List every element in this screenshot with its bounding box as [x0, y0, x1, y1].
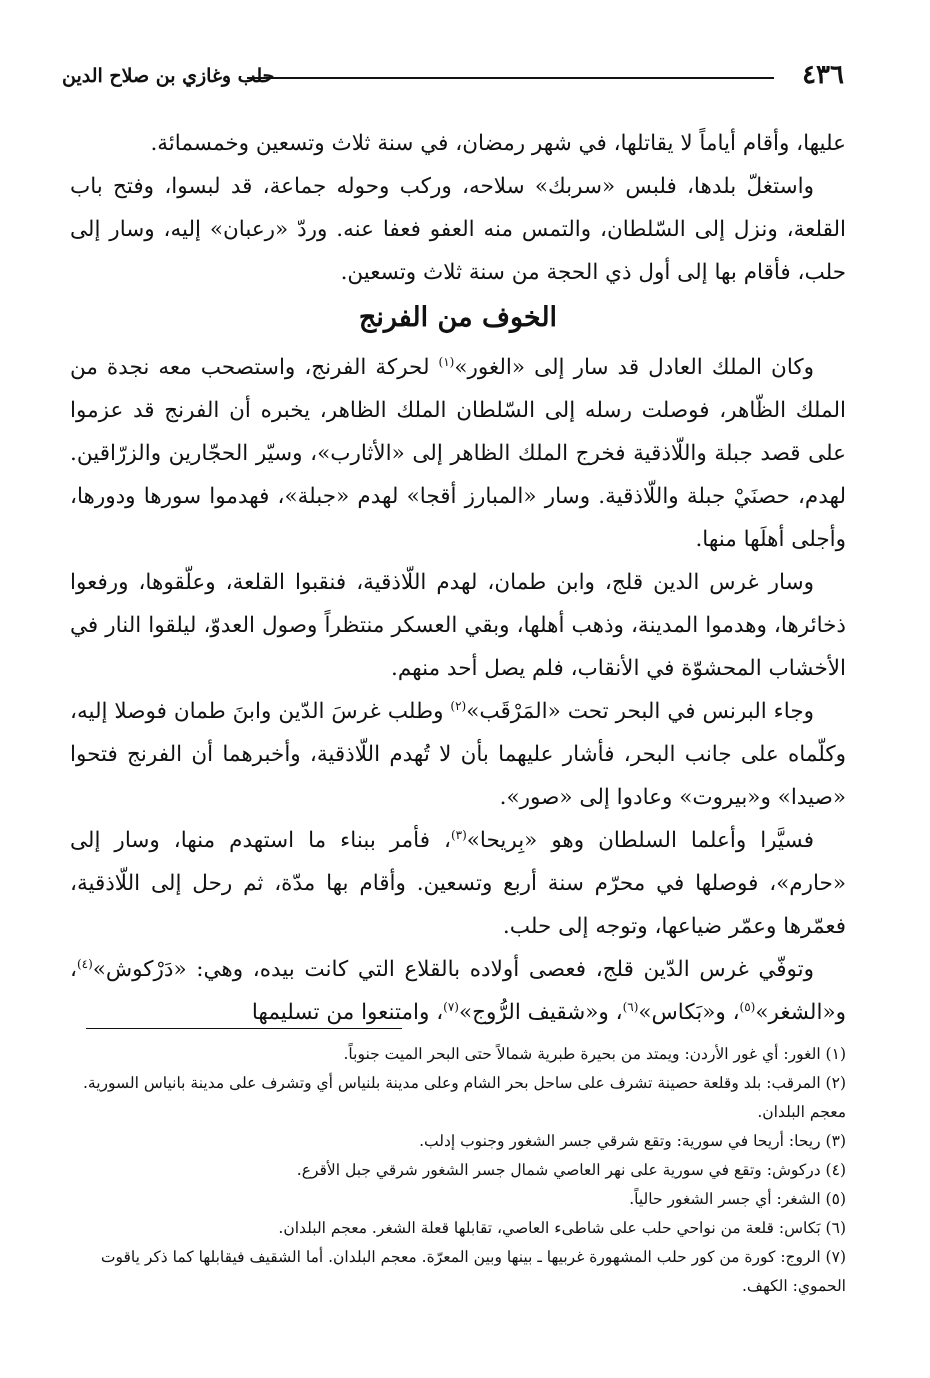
- paragraph-7: [70, 948, 846, 1034]
- footnote-marker: (٦): [622, 999, 639, 1014]
- footnote-6: (٦) بَكاس: قلعة من نواحي حلب على شاطىء العاصي، تقابلها قعلة الشغر. معجم البلدان.: [278, 1219, 846, 1237]
- page-header: [62, 58, 844, 92]
- footnote-marker: (٤): [76, 956, 93, 971]
- paragraph-1: عليها، وأقام أياماً لا يقاتلها، في شهر رمضان، في سنة ثلاث وتسعين وخمسمائة.: [150, 131, 846, 156]
- footnote-marker: (٢): [450, 698, 467, 713]
- footnote-7: (٧) الروج: كورة من كور حلب المشهورة غربيها ـ بينها وبين المعرّة. معجم البلدان. أما الشقيف فيقابلها كما ذكر ياقوت الحموي: الكهف.: [100, 1248, 846, 1295]
- text-run: ، وامتنعوا من تسليمها: [251, 1000, 444, 1025]
- paragraph-6: [70, 819, 846, 948]
- text-run: ، فأمر ببناء ما استهدم منها، وسار إلى «حارم»، فوصلها في محرّم سنة أربع وتسعين. وأقام بها مدّة، ثم رحل إلى اللّاذقية، فعمّرها وعمّر ضياعها، وتوجه إلى حلب.: [70, 828, 846, 939]
- text-run: لحركة الفرنج، واستصحب معه نجدة من الملك الظّاهر، فوصلت رسله إلى السّلطان الملك الظاهر، يخبره أن الفرنج قد عزموا على قصد جبلة واللّاذقية فخرج الملك الظاهر إلى «الأثارب»، وسيّر الحجّارين والزرّاقين. لهدم، حصنَيْ جبلة واللّاذقية. وسار «المبارز أقجا» لهدم «جبلة»، فهدموا سورها ودورها، وأجلى أهلَها منها.: [70, 355, 846, 552]
- text-run: وكان الملك العادل قد سار إلى «الغور»: [454, 355, 815, 380]
- main-text: [70, 122, 846, 1034]
- text-run: وتوفّي غرس الدّين قلج، فعصى أولاده بالقلاع التي كانت بيده، وهي: «دَرْكوش»: [92, 957, 814, 982]
- text-run: ، و«الشغر»: [70, 957, 846, 1025]
- paragraph-5: [70, 690, 846, 819]
- text-run: ، و«شقيف الرُّوج»: [458, 1000, 623, 1025]
- footnote-marker: (٧): [443, 999, 459, 1014]
- section-heading: الخوف من الفرنج: [358, 302, 558, 333]
- footnote-1: (١) الغور: أي غور الأردن: ويمتد من بحيرة طبرية شمالاً حتى البحر الميت جنوباً.: [343, 1045, 846, 1063]
- footnote-marker: (١): [438, 354, 455, 369]
- paragraph-2: واستغلّ بلدها، فلبس «سربك» سلاحه، وركب وحوله جماعة، قد لبسوا، وفتح باب القلعة، ونزل إلى السّلطان، والتمس منه العفو فعفا عنه. وردّ «رعبان» إليه، وسار إلى حلب، فأقام بها إلى أول ذي الحجة من سنة ثلاث وتسعين.: [70, 174, 846, 285]
- footnote-marker: (٥): [739, 999, 756, 1014]
- footnote-separator: [86, 1028, 402, 1029]
- footnote-4: (٤) دركوش: وتقع في سورية على نهر العاصي شمال جسر الشغور شرقي جبل الأقرع.: [296, 1161, 846, 1179]
- header-rule: [247, 77, 774, 79]
- text-run: وجاء البرنس في البحر تحت «المَرْقَب»: [466, 699, 815, 724]
- footnote-3: (٣) ريحا: أريحا في سورية: وتقع شرقي جسر الشغور وجنوب إدلب.: [419, 1132, 846, 1150]
- paragraph-3: [70, 346, 846, 561]
- footnotes: [74, 1040, 846, 1301]
- text-run: ، و«بَكاس»: [638, 1000, 740, 1025]
- text-run: فسيَّرا وأعلما السلطان وهو «بِريحا»: [466, 828, 814, 853]
- footnote-5: (٥) الشغر: أي جسر الشغور حالياً.: [629, 1190, 846, 1208]
- text-run: وطلب غرسَ الدّين وابنَ طمان فوصلا إليه، وكلّماه على جانب البحر، فأشار عليهما بأن لا تُهدم اللّاذقية، وأخبرهما أن الفرنج فتحوا «صيدا» و«بيروت» وعادوا إلى «صور».: [70, 699, 846, 810]
- footnote-marker: (٣): [450, 827, 467, 842]
- page-number: ٤٣٦: [802, 60, 844, 90]
- footnote-2: (٢) المرقب: بلد وقلعة حصينة تشرف على ساحل بحر الشام وعلى مدينة بلنياس أي وتشرف على مدينة بانياس السورية. معجم البلدان.: [83, 1074, 846, 1121]
- paragraph-4: وسار غرس الدين قلج، وابن طمان، لهدم اللّاذقية، فنقبوا القلعة، وعلّقوها، ورفعوا ذخائرها، وهدموا المدينة، وذهب أهلها، وبقي العسكر منتظراً وصول العدوّ، ليلقوا النار في الأخشاب المحشوّة في الأنقاب، فلم يصل أحد منهم.: [70, 570, 846, 681]
- running-title: حلب وغازي بن صلاح الدين: [62, 65, 275, 87]
